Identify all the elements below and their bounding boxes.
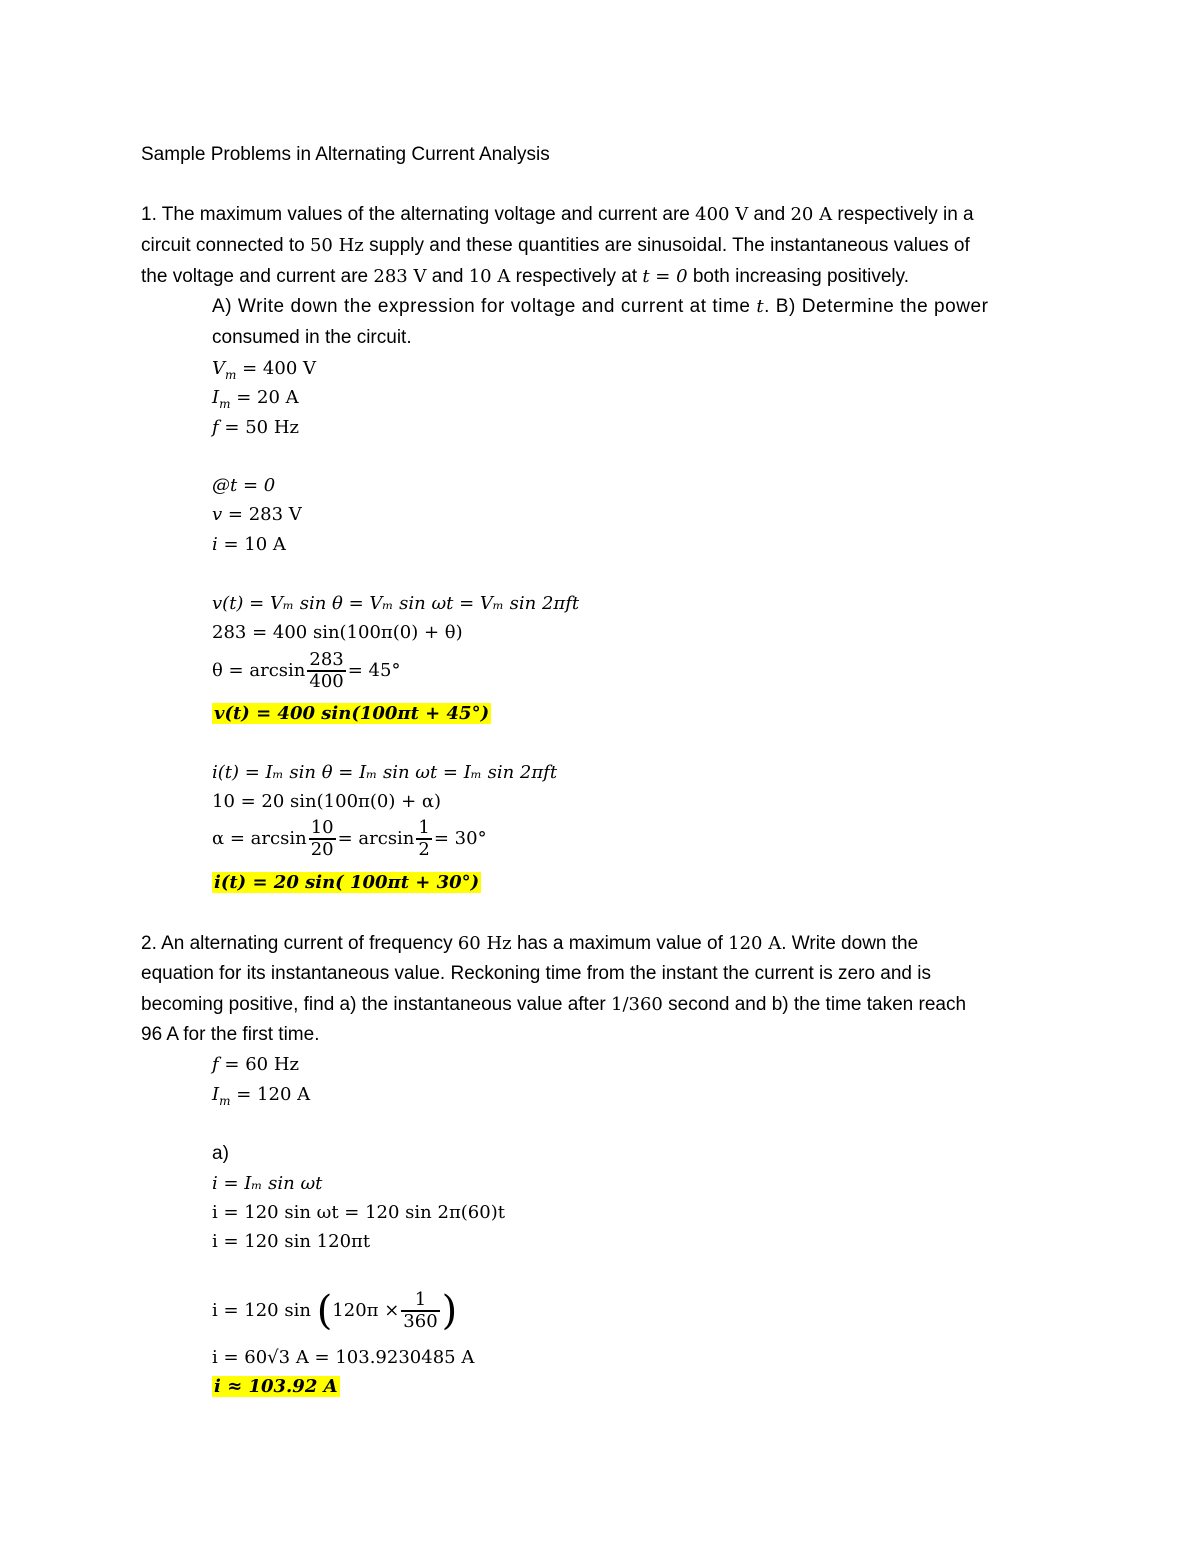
document-title: Sample Problems in Alternating Current Analysis [141,144,550,165]
problem-2-statement-line-4: 96 A for the first time. [141,1024,320,1045]
current-equation-substituted: 10 = 20 sin(100π(0) + α) [212,791,442,812]
voltage-equation-substituted: 283 = 400 sin(100π(0) + θ) [212,622,463,643]
p2-equation-4: i = 120 sin (120π × $\frac{1}{360}$ ) [212,1288,458,1334]
p2-equation-5: i = 60√3 A = 103.9230485 A [212,1347,475,1368]
p2-given-f: f = 60 Hz [212,1054,300,1075]
given-i: i = 10 A [212,534,286,555]
voltage-equation-general: v(t) = Vₘ sin θ = Vₘ sin ωt = Vₘ sin 2πft [212,593,580,614]
p2-equation-2: i = 120 sin ωt = 120 sin 2π(60)t [212,1202,505,1223]
theta-calculation: θ = arcsin $\frac{283}{400}$ = 45° [212,649,401,692]
given-v: v = 283 V [212,504,302,525]
problem-2-statement-line-2: equation for its instantaneous value. Reckoning time from the instant the current is zero and is [141,963,931,984]
at-t-zero: @t = 0 [212,475,276,496]
part-a-label: a) [212,1143,229,1164]
p2-answer: i ≈ 103.92 A [214,1376,338,1397]
problem-1-statement-line-2: circuit connected to 50 Hz supply and these quantities are sinusoidal. The instantaneous values of [141,235,970,256]
problem-1-task-line-2: consumed in the circuit. [212,327,412,348]
voltage-answer: v(t) = 400 sin(100πt + 45°) [214,703,490,724]
p2-equation-1: i = Iₘ sin ωt [212,1173,323,1194]
alpha-calculation: α = arcsin $\frac{10}{20}$ = arcsin $\frac{1}{2}$ = 30° [212,817,487,860]
given-im: $I_m = 20$ A [212,387,299,411]
problem-1-statement-line-3: the voltage and current are 283 V and 10 A respectively at t = 0 both increasing positively. [141,266,909,287]
problem-2-statement-line-3: becoming positive, find a) the instantaneous value after 1/360 second and b) the time taken reach [141,994,967,1015]
given-vm: $V_m = 400$ V [212,358,317,382]
p2-equation-3: i = 120 sin 120πt [212,1231,371,1252]
p2-given-im: $I_m = 120$ A [212,1084,311,1108]
problem-2-statement-line-1: 2. An alternating current of frequency 60 Hz has a maximum value of 120 A. Write down the [141,933,919,954]
problem-1-statement-line-1: 1. The maximum values of the alternating voltage and current are 400 V and 20 A respectively in a [141,204,974,225]
current-answer: i(t) = 20 sin( 100πt + 30°) [214,872,480,893]
current-equation-general: i(t) = Iₘ sin θ = Iₘ sin ωt = Iₘ sin 2πft [212,762,558,783]
given-f: f = 50 Hz [212,417,300,438]
problem-1-task-line-1: A) Write down the expression for voltage and current at time t. B) Determine the power [212,296,989,317]
